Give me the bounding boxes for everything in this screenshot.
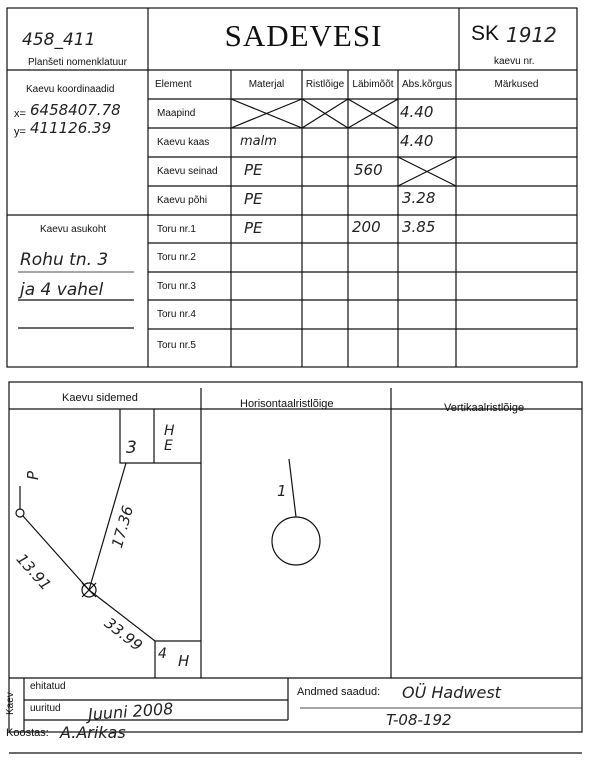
row-element-label: Toru nr.4 xyxy=(157,309,196,320)
plansheet-value: 458_411 xyxy=(22,30,96,50)
cell-height-ground: 4.40 xyxy=(400,103,434,121)
panel-title-horizontal: Horisontaalristlõige xyxy=(240,398,334,410)
cell-height-pipe-1: 3.85 xyxy=(402,218,436,236)
sk-prefix: SK xyxy=(471,22,500,45)
well-side-label: Kaev xyxy=(5,692,16,715)
row-element-label: Toru nr.5 xyxy=(157,339,196,351)
built-label: ehitatud xyxy=(30,681,66,692)
building-top-number: 3 xyxy=(126,438,137,458)
distance-left: 13.91 xyxy=(12,550,55,594)
measured-value: Juuni 2008 xyxy=(87,699,174,724)
cell-diameter-walls: 560 xyxy=(354,161,383,179)
col-header-element: Element xyxy=(155,79,192,90)
cell-diameter-pipe-1: 200 xyxy=(352,218,381,236)
data-reference: T-08-192 xyxy=(386,711,452,729)
row-element-label: Toru nr.1 xyxy=(157,223,196,235)
compiled-value: A.Arikas xyxy=(60,723,126,742)
row-element-label: Kaevu kaas xyxy=(157,137,210,148)
data-from-label: Andmed saadud: xyxy=(297,686,381,698)
measured-label: uuritud xyxy=(30,703,61,714)
page-title: SADEVESI xyxy=(224,18,383,53)
col-header-diameter: Läbimõõt xyxy=(352,79,394,90)
y-coordinate: 411126.39 xyxy=(30,119,112,137)
cell-material-cover: malm xyxy=(240,134,277,149)
well-number: 1912 xyxy=(506,23,557,47)
panel-title-ties: Kaevu sidemed xyxy=(62,392,138,404)
location-line-1: Rohu tn. 3 xyxy=(20,250,109,270)
distance-right: 33.99 xyxy=(100,614,146,655)
y-prefix: y= xyxy=(14,126,26,138)
building-bottom-code: H xyxy=(178,652,190,670)
location-label: Kaevu asukoht xyxy=(40,224,107,235)
col-header-cross-section: Ristlõige xyxy=(305,79,345,90)
row-element-label: Toru nr.3 xyxy=(157,280,196,292)
well-number-label: kaevu nr. xyxy=(494,56,535,67)
cell-height-cover: 4.40 xyxy=(400,132,434,150)
cell-material-bottom: PE xyxy=(244,190,263,208)
building-top-code: HE xyxy=(164,423,175,454)
row-element-label: Kaevu põhi xyxy=(157,195,208,206)
distance-up: 17.36 xyxy=(108,503,138,550)
coordinates-label: Kaevu koordinaadid xyxy=(26,84,115,95)
row-element-label: Kaevu seinad xyxy=(157,166,218,177)
row-element-label: Maapind xyxy=(157,108,196,119)
point-label: P xyxy=(24,470,42,480)
cell-material-pipe-1: PE xyxy=(244,219,263,237)
pipe-label: 1 xyxy=(277,482,287,500)
plansheet-label: Planšeti nomenklatuur xyxy=(28,57,127,68)
col-header-notes: Märkused xyxy=(494,79,539,90)
row-element-label: Toru nr.2 xyxy=(157,252,196,263)
col-header-abs-height: Abs.kõrgus xyxy=(401,79,453,90)
panel-title-vertical: Vertikaalristlõige xyxy=(444,402,525,414)
data-from-value: OÜ Hadwest xyxy=(402,683,501,702)
cell-material-walls: PE xyxy=(244,161,263,179)
building-bottom-number: 4 xyxy=(158,646,167,662)
x-prefix: x= xyxy=(14,108,26,120)
compiled-label: Koostas: xyxy=(6,727,49,739)
x-coordinate: 6458407.78 xyxy=(30,101,121,119)
col-header-material: Materjal xyxy=(248,79,285,90)
cell-height-bottom: 3.28 xyxy=(402,189,436,207)
location-line-2: ja 4 vahel xyxy=(20,280,104,300)
